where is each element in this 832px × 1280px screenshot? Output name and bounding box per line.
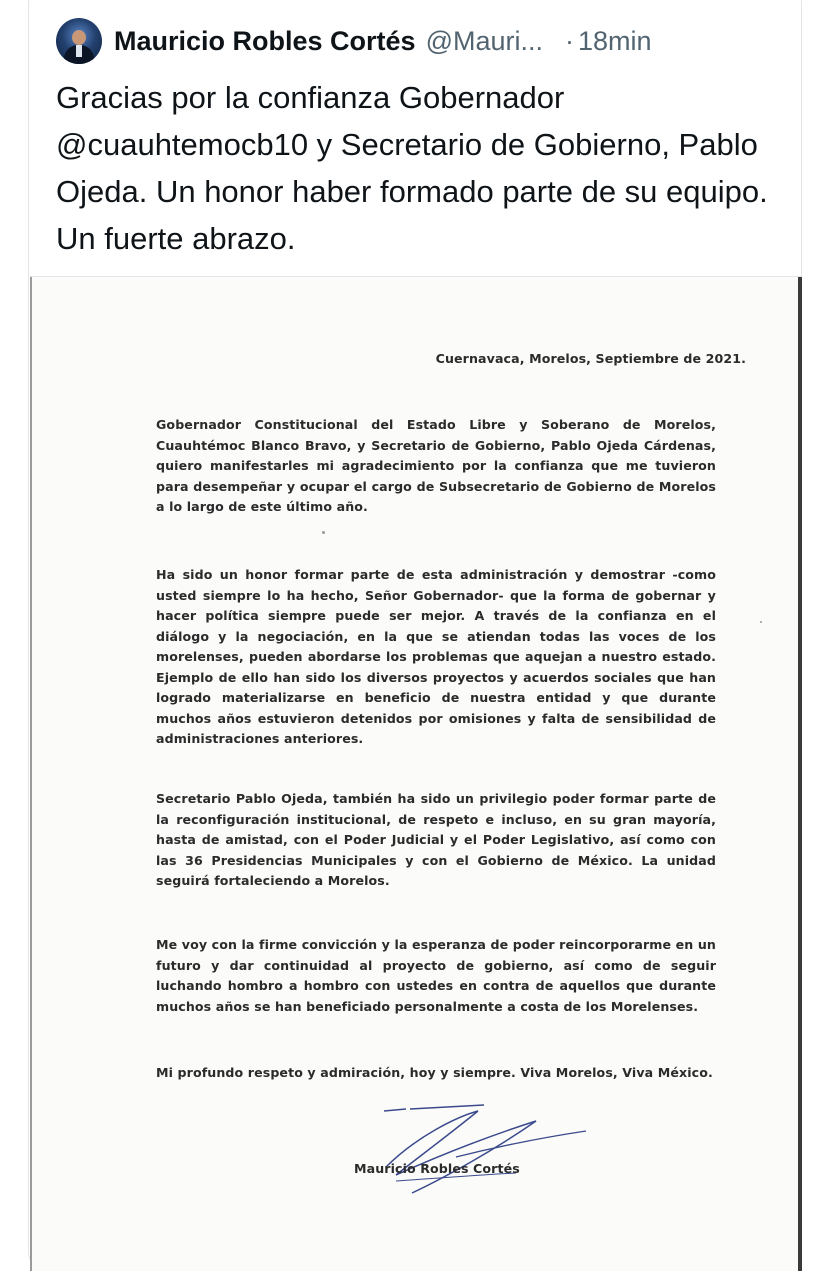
tweet-image-letter[interactable] xyxy=(30,276,802,1271)
letter-paragraph-1: Gobernador Constitucional del Estado Libre y Soberano de Morelos, Cuauhtémoc Blanco Bravo, y Secretario de Gobierno, Pablo Ojeda Cárdenas, quiero manifestarles mi agradecimiento por la confianza que me tuvieron para desempeñar y ocupar el cargo de Subsecretario de Gobierno de Morelos a lo largo de este último año. xyxy=(156,417,716,514)
tweet-header xyxy=(56,14,786,68)
tweet-timestamp[interactable]: 18min xyxy=(578,25,652,56)
letter-paragraph-4: Me voy con la firme convicción y la esperanza de poder reincorporarme en un futuro y dar continuidad al proyecto de gobierno, así como de seguir luchando hombro a hombro con ustedes en contra de aquellos que durante muchos años se han beneficiado personalmente a costa de los Morelenses. xyxy=(156,937,716,1014)
letter-paragraph-5: Mi profundo respeto y admiración, hoy y siempre. Viva Morelos, Viva México. xyxy=(156,1065,713,1080)
signature-scribble xyxy=(366,1097,626,1207)
avatar[interactable] xyxy=(56,18,102,64)
letter-place-date: Cuernavaca, Morelos, Septiembre de 2021. xyxy=(435,351,746,366)
author-name[interactable]: Mauricio Robles Cortés xyxy=(114,25,416,56)
tweet-text: Gracias por la confianza Gobernador @cuauhtemocb10 y Secretario de Gobierno, Pablo Ojeda. Un honor haber formado parte de su equipo. Un fuerte abrazo. xyxy=(56,80,768,256)
author-handle[interactable]: @Mauri... xyxy=(425,25,543,56)
scan-speck xyxy=(760,621,762,623)
letter-paragraph-3: Secretario Pablo Ojeda, también ha sido un privilegio poder formar parte de la reconfiguración institucional, de respeto e incluso, en su gran mayoría, hasta de amistad, con el Poder Judicial y el Poder Legislativo, así como con las 36 Presidencias Municipales y con el Gobierno de México. La unidad seguirá fortaleciendo a Morelos. xyxy=(156,791,716,888)
scan-speck xyxy=(322,531,325,534)
letter-paragraph-2: Ha sido un honor formar parte de esta administración y demostrar -como usted siempre lo ha hecho, Señor Gobernador- que la forma de gobernar y hacer política siempre puede ser mejor. A través de la confianza en el diálogo y la negociación, en la que se atiendan todas las voces de los morelenses, pueden abordarse los problemas que aquejan a nuestro estado. Ejemplo de ello han sido los diversos proyectos y acuerdos sociales que han logrado materializarse en beneficio de nuestra entidad y que durante muchos años estuvieron detenidos por omisiones y falta de sensibilidad de administraciones anteriores. xyxy=(156,567,716,746)
separator-dot: · xyxy=(565,25,574,56)
signature-name: Mauricio Robles Cortés xyxy=(354,1161,520,1176)
